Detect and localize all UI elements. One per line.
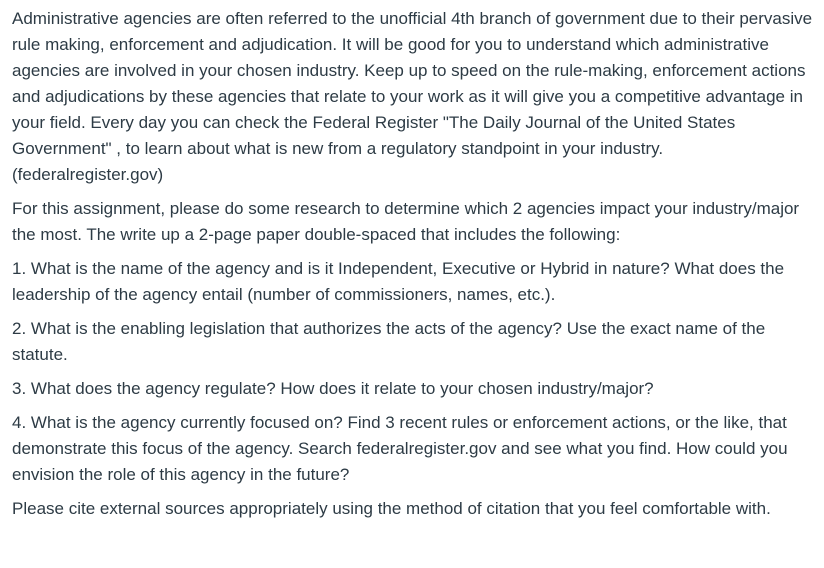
question-2: 2. What is the enabling legislation that authorizes the acts of the agency? Use the exact name of the statute. xyxy=(12,319,766,364)
intro-paragraph: Administrative agencies are often referred to the unofficial 4th branch of government due to their pervasive rule making, enforcement and adjudication. It will be good for you to understand which administrative agencies are involved in your chosen industry. Keep up to speed on the rule-making, enforcement actions and adjudications by these agencies that relate to your work as it will give you a competitive advantage in your field. Every day you can check the Federal Register "The Daily Journal of the United States Government" , to learn about what is new from a regulatory standpoint in your industry. (federalregister.gov) xyxy=(12,9,813,184)
assignment-instructions: For this assignment, please do some research to determine which 2 agencies impact your industry/major the most. The write up a 2-page paper double-spaced that includes the following: xyxy=(12,199,800,244)
citation-note: Please cite external sources appropriately using the method of citation that you feel comfortable with. xyxy=(12,499,771,518)
question-3: 3. What does the agency regulate? How does it relate to your chosen industry/major? xyxy=(12,379,654,398)
question-4: 4. What is the agency currently focused on? Find 3 recent rules or enforcement actions, or the like, that demonstrate this focus of the agency. Search federalregister.gov and see what you find. How could you envision the role of this agency in the future? xyxy=(12,413,788,484)
question-1: 1. What is the name of the agency and is it Independent, Executive or Hybrid in nature? What does the leadership of the agency entail (number of commissioners, names, etc.). xyxy=(12,259,785,304)
